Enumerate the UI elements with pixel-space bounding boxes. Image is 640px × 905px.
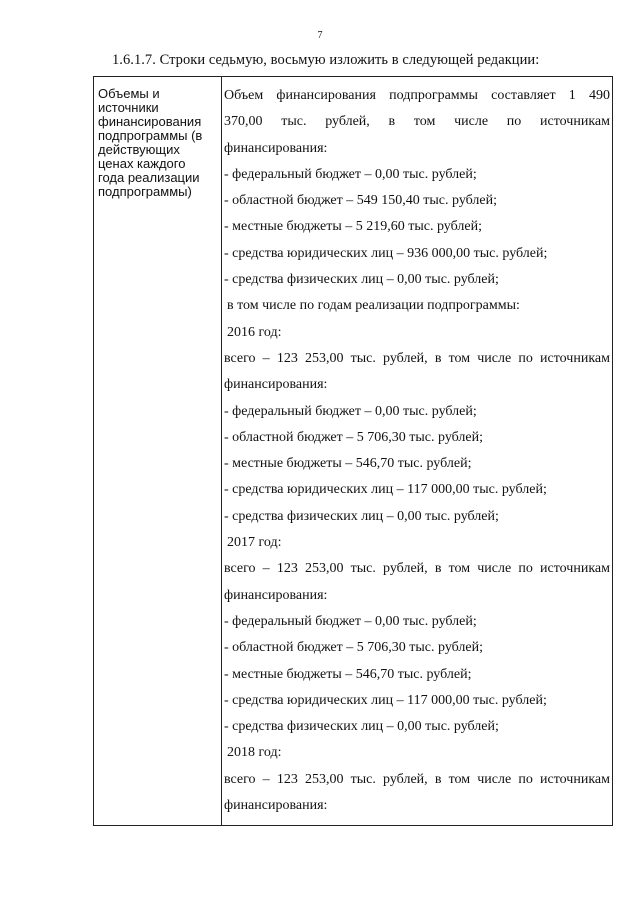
content-line: финансирования: xyxy=(224,798,328,814)
content-line: - областной бюджет – 5 706,30 тыс. рублей; xyxy=(224,640,483,656)
content-line: - областной бюджет – 5 706,30 тыс. рублей; xyxy=(224,429,483,445)
content-line: - федеральный бюджет – 0,00 тыс. рублей; xyxy=(224,166,477,182)
content-line: финансирования: xyxy=(224,140,328,156)
content-line: - средства юридических лиц – 936 000,00 тыс. рублей; xyxy=(224,245,548,261)
content-line: Объем финансирования подпрограммы составляет 1 490 xyxy=(224,88,610,103)
content-line: - местные бюджеты – 5 219,60 тыс. рублей; xyxy=(224,219,482,235)
row-label-line: Объемы и xyxy=(98,86,160,101)
content-line: - местные бюджеты – 546,70 тыс. рублей; xyxy=(224,666,472,682)
row-label-line: подпрограммы) xyxy=(98,184,192,199)
content-line: всего – 123 253,00 тыс. рублей, в том числе по источникам xyxy=(224,561,610,577)
content-line: в том числе по годам реализации подпрограммы: xyxy=(227,298,520,314)
row-label-cell xyxy=(98,87,216,199)
content-line: - средства юридических лиц – 117 000,00 тыс. рублей; xyxy=(224,692,547,708)
content-line: - средства юридических лиц – 117 000,00 тыс. рублей; xyxy=(224,482,547,498)
content-line: финансирования: xyxy=(224,587,328,603)
row-label-line: года реализации xyxy=(98,170,200,185)
financing-table xyxy=(93,76,613,826)
content-line: - средства физических лиц – 0,00 тыс. рублей; xyxy=(224,508,499,524)
row-label-line: источники xyxy=(98,100,159,115)
page-number: 7 xyxy=(317,30,323,41)
content-line: всего – 123 253,00 тыс. рублей, в том числе по источникам xyxy=(224,350,610,366)
year-heading: 2018 год: xyxy=(227,745,282,761)
year-heading: 2016 год: xyxy=(227,324,282,340)
row-label-line: действующих xyxy=(98,142,180,157)
section-heading: 1.6.1.7. Строки седьмую, восьмую изложить в следующей редакции: xyxy=(112,52,540,68)
row-label-line: финансирования xyxy=(98,114,202,129)
content-line: - средства физических лиц – 0,00 тыс. рублей; xyxy=(224,272,499,288)
content-line: всего – 123 253,00 тыс. рублей, в том числе по источникам xyxy=(224,771,610,787)
row-label-line: подпрограммы (в xyxy=(98,128,203,143)
column-divider xyxy=(221,77,222,825)
content-line: финансирования: xyxy=(224,377,328,393)
year-heading: 2017 год: xyxy=(227,535,282,551)
content-line: - местные бюджеты – 546,70 тыс. рублей; xyxy=(224,456,472,472)
content-line: 370,00 тыс. рублей, в том числе по источникам xyxy=(224,114,610,130)
content-line: - федеральный бюджет – 0,00 тыс. рублей; xyxy=(224,613,477,629)
row-label-line: ценах каждого xyxy=(98,156,186,171)
content-line: - средства физических лиц – 0,00 тыс. рублей; xyxy=(224,719,499,735)
content-line: - федеральный бюджет – 0,00 тыс. рублей; xyxy=(224,403,477,419)
row-content-cell xyxy=(224,83,610,819)
content-line: - областной бюджет – 549 150,40 тыс. рублей; xyxy=(224,193,497,209)
